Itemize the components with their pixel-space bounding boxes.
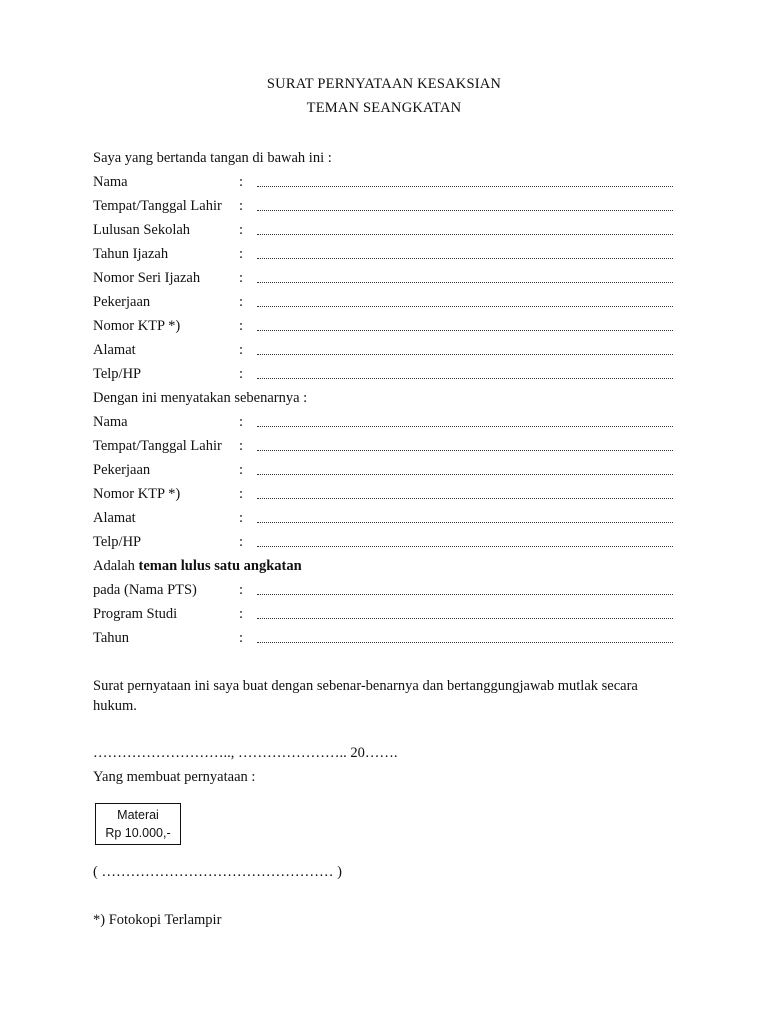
field-label: Telp/HP [93,366,142,382]
field-colon: : [239,270,244,286]
intro-text: Saya yang bertanda tangan di bawah ini : [93,150,332,166]
field-blank[interactable] [257,244,673,264]
field-blank[interactable] [257,196,673,216]
field-colon: : [239,582,244,598]
statement-paragraph: Surat pernyataan ini saya buat dengan sebenar-benarnya dan bertanggungjawab mutlak secara hukum. [93,678,638,714]
field-colon: : [239,222,244,238]
field-colon: : [239,606,244,622]
signature-line[interactable]: ( ………………………………………… ) [93,864,342,880]
materai-stamp-box [95,803,181,845]
document-subtitle: TEMAN SEANGKATAN [306,100,462,116]
field-colon: : [239,342,244,358]
field-blank[interactable] [257,628,673,648]
field-label: Nomor KTP *) [93,486,181,502]
document-title: SURAT PERNYATAAN KESAKSIAN [266,76,502,92]
field-blank[interactable] [257,220,673,240]
field-colon: : [239,246,244,262]
field-blank[interactable] [257,364,673,384]
field-blank[interactable] [257,436,673,456]
field-label: Program Studi [93,606,178,622]
field-blank[interactable] [257,484,673,504]
field-label: Tahun Ijazah [93,246,169,262]
adalah-line [93,556,302,576]
declaration-text: Dengan ini menyatakan sebenarnya : [93,390,308,406]
footnote: *) Fotokopi Terlampir [93,912,222,928]
field-label: Nama [93,174,128,190]
field-colon: : [239,174,244,190]
field-colon: : [239,318,244,334]
maker-label: Yang membuat pernyataan : [93,769,256,785]
field-label: Pekerjaan [93,294,151,310]
field-blank[interactable] [257,268,673,288]
field-blank[interactable] [257,532,673,552]
field-blank[interactable] [257,604,673,624]
field-label: Tempat/Tanggal Lahir [93,198,222,214]
field-label: Lulusan Sekolah [93,222,191,238]
field-blank[interactable] [257,460,673,480]
materai-value: Rp 10.000,- [105,826,171,840]
field-colon: : [239,510,244,526]
adalah-prefix: Adalah [93,558,139,574]
field-colon: : [239,438,244,454]
field-colon: : [239,486,244,502]
field-label: Alamat [93,510,136,526]
field-colon: : [239,534,244,550]
field-colon: : [239,198,244,214]
field-blank[interactable] [257,292,673,312]
field-label: Nomor Seri Ijazah [93,270,201,286]
adalah-bold-text: teman lulus satu angkatan [138,558,302,574]
field-colon: : [239,294,244,310]
field-blank[interactable] [257,508,673,528]
field-colon: : [239,414,244,430]
field-label: Tahun [93,630,130,646]
field-label: Nomor KTP *) [93,318,181,334]
field-colon: : [239,366,244,382]
materai-label: Materai [117,808,159,822]
field-colon: : [239,630,244,646]
field-blank[interactable] [257,412,673,432]
field-blank[interactable] [257,340,673,360]
field-blank[interactable] [257,580,673,600]
field-label: Nama [93,414,128,430]
place-date-line: ……………………….., ………………….. 20……. [93,745,398,761]
field-blank[interactable] [257,316,673,336]
field-colon: : [239,462,244,478]
field-label: Pekerjaan [93,462,151,478]
field-label: Telp/HP [93,534,142,550]
field-label: pada (Nama PTS) [93,582,197,598]
field-label: Alamat [93,342,136,358]
field-blank[interactable] [257,172,673,192]
field-label: Tempat/Tanggal Lahir [93,438,222,454]
